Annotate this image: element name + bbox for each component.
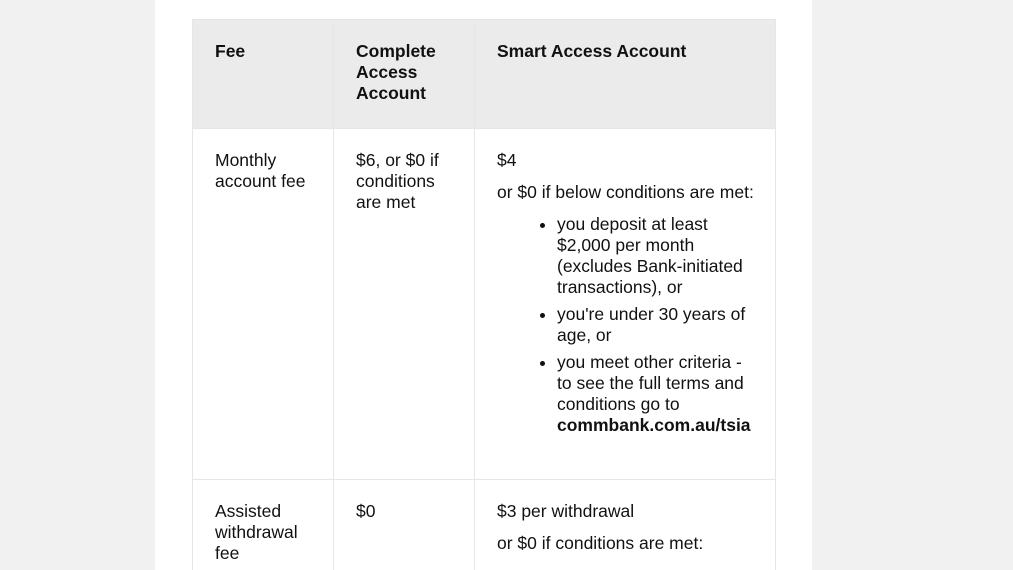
fee-name-cell: Monthly account fee xyxy=(193,129,334,480)
table-header-row xyxy=(193,20,776,129)
smart-access-cell xyxy=(475,480,776,570)
smart-access-cell xyxy=(475,129,776,480)
page-content xyxy=(155,0,812,570)
condition-text: you meet other criteria - to see the full terms and conditions go to xyxy=(557,352,744,414)
condition-intro: or $0 if conditions are met: xyxy=(497,533,704,553)
header-smart-access: Smart Access Account xyxy=(475,20,776,129)
list-item: • you're under 30 years of age, or xyxy=(557,304,754,346)
header-complete-access: Complete Access Account xyxy=(334,20,475,129)
terms-link[interactable]: commbank.com.au/tsia xyxy=(557,415,751,435)
condition-intro: or $0 if below conditions are met: xyxy=(497,182,754,202)
table-row xyxy=(193,129,776,480)
complete-access-cell: $6, or $0 if conditions are met xyxy=(334,129,475,480)
list-item: • you deposit at least $2,000 per month (excludes Bank-initiated transactions), or xyxy=(557,214,754,298)
table-row xyxy=(193,480,776,570)
fee-name-cell: Assisted withdrawal fee xyxy=(193,480,334,570)
fee-amount: $4 xyxy=(497,150,517,170)
header-fee: Fee xyxy=(193,20,334,129)
complete-access-cell: $0 xyxy=(334,480,475,570)
conditions-list xyxy=(497,214,754,436)
fee-amount: $3 per withdrawal xyxy=(497,501,635,521)
list-item xyxy=(557,352,754,436)
fee-comparison-table xyxy=(192,19,776,570)
